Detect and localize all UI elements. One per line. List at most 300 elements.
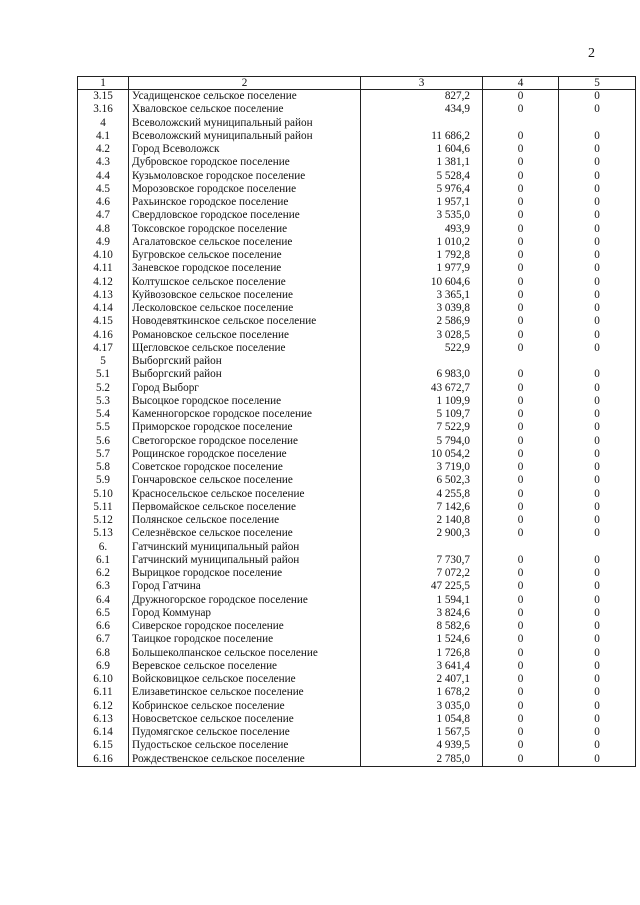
row-number: 5.11 bbox=[78, 501, 129, 514]
column-5-value: 0 bbox=[559, 647, 636, 660]
column-4-value: 0 bbox=[483, 726, 559, 739]
column-4-value: 0 bbox=[483, 90, 559, 104]
municipality-name: Морозовское городское поселение bbox=[129, 183, 361, 196]
column-4-value: 0 bbox=[483, 700, 559, 713]
municipality-name: Всеволожский муниципальный район bbox=[129, 117, 361, 130]
municipality-name: Гатчинский муниципальный район bbox=[129, 541, 361, 554]
municipality-name: Гатчинский муниципальный район bbox=[129, 554, 361, 567]
column-5-value: 0 bbox=[559, 143, 636, 156]
row-number: 6.14 bbox=[78, 726, 129, 739]
table-row bbox=[78, 660, 636, 673]
row-number: 4.1 bbox=[78, 130, 129, 143]
row-number: 6.4 bbox=[78, 594, 129, 607]
amount-value: 6 502,3 bbox=[361, 474, 483, 487]
table-row bbox=[78, 90, 636, 104]
amount-value bbox=[361, 541, 483, 554]
table-row bbox=[78, 117, 636, 130]
column-5-value: 0 bbox=[559, 103, 636, 116]
column-5-value: 0 bbox=[559, 620, 636, 633]
row-number: 4.6 bbox=[78, 196, 129, 209]
column-4-value: 0 bbox=[483, 514, 559, 527]
row-number: 4 bbox=[78, 117, 129, 130]
amount-value: 7 072,2 bbox=[361, 567, 483, 580]
amount-value: 11 686,2 bbox=[361, 130, 483, 143]
municipality-name: Заневское городское поселение bbox=[129, 262, 361, 275]
amount-value: 1 054,8 bbox=[361, 713, 483, 726]
amount-value: 10 054,2 bbox=[361, 448, 483, 461]
column-5-value: 0 bbox=[559, 739, 636, 752]
column-5-value: 0 bbox=[559, 673, 636, 686]
column-4-value: 0 bbox=[483, 753, 559, 767]
column-4-value: 0 bbox=[483, 236, 559, 249]
column-5-value: 0 bbox=[559, 249, 636, 262]
column-5-value: 0 bbox=[559, 170, 636, 183]
table-row bbox=[78, 302, 636, 315]
amount-value: 2 586,9 bbox=[361, 315, 483, 328]
amount-value: 1 567,5 bbox=[361, 726, 483, 739]
row-number: 6.10 bbox=[78, 673, 129, 686]
column-5-value: 0 bbox=[559, 329, 636, 342]
row-number: 5.8 bbox=[78, 461, 129, 474]
table-row bbox=[78, 315, 636, 328]
row-number: 6.1 bbox=[78, 554, 129, 567]
column-4-value: 0 bbox=[483, 673, 559, 686]
municipality-name: Красносельское сельское поселение bbox=[129, 488, 361, 501]
table-row bbox=[78, 249, 636, 262]
row-number: 6.6 bbox=[78, 620, 129, 633]
column-header: 5 bbox=[559, 77, 636, 90]
table-row bbox=[78, 633, 636, 646]
row-number: 5.13 bbox=[78, 527, 129, 540]
table-row bbox=[78, 209, 636, 222]
table-row bbox=[78, 196, 636, 209]
municipality-name: Вырицкое городское поселение bbox=[129, 567, 361, 580]
column-5-value: 0 bbox=[559, 554, 636, 567]
column-4-value: 0 bbox=[483, 408, 559, 421]
amount-value: 1 604,6 bbox=[361, 143, 483, 156]
municipality-name: Высоцкое городское поселение bbox=[129, 395, 361, 408]
amount-value: 2 407,1 bbox=[361, 673, 483, 686]
column-5-value: 0 bbox=[559, 488, 636, 501]
municipality-name: Пудостьское сельское поселение bbox=[129, 739, 361, 752]
column-4-value: 0 bbox=[483, 302, 559, 315]
column-5-value: 0 bbox=[559, 474, 636, 487]
amount-value: 3 535,0 bbox=[361, 209, 483, 222]
municipality-name: Город Выборг bbox=[129, 382, 361, 395]
amount-value: 8 582,6 bbox=[361, 620, 483, 633]
column-4-value bbox=[483, 355, 559, 368]
table-row bbox=[78, 448, 636, 461]
column-5-value: 0 bbox=[559, 660, 636, 673]
column-5-value: 0 bbox=[559, 448, 636, 461]
table-row bbox=[78, 236, 636, 249]
municipality-name: Елизаветинское сельское поселение bbox=[129, 686, 361, 699]
column-4-value: 0 bbox=[483, 329, 559, 342]
column-header: 2 bbox=[129, 77, 361, 90]
row-number: 4.16 bbox=[78, 329, 129, 342]
municipality-name: Войсковицкое сельское поселение bbox=[129, 673, 361, 686]
table-row bbox=[78, 607, 636, 620]
municipality-name: Таицкое городское поселение bbox=[129, 633, 361, 646]
column-5-value: 0 bbox=[559, 580, 636, 593]
column-4-value: 0 bbox=[483, 633, 559, 646]
table-row bbox=[78, 686, 636, 699]
row-number: 5.4 bbox=[78, 408, 129, 421]
table-row bbox=[78, 554, 636, 567]
column-4-value: 0 bbox=[483, 103, 559, 116]
row-number: 5.10 bbox=[78, 488, 129, 501]
column-5-value: 0 bbox=[559, 262, 636, 275]
column-5-value: 0 bbox=[559, 700, 636, 713]
municipality-name: Кобринское сельское поселение bbox=[129, 700, 361, 713]
municipality-name: Первомайское сельское поселение bbox=[129, 501, 361, 514]
table-row bbox=[78, 488, 636, 501]
amount-value: 2 900,3 bbox=[361, 527, 483, 540]
amount-value: 2 785,0 bbox=[361, 753, 483, 767]
column-4-value: 0 bbox=[483, 660, 559, 673]
row-number: 3.15 bbox=[78, 90, 129, 104]
row-number: 6.9 bbox=[78, 660, 129, 673]
municipality-name: Веревское сельское поселение bbox=[129, 660, 361, 673]
municipality-name: Дубровское городское поселение bbox=[129, 156, 361, 169]
amount-value: 47 225,5 bbox=[361, 580, 483, 593]
column-5-value: 0 bbox=[559, 276, 636, 289]
municipality-name: Выборгский район bbox=[129, 355, 361, 368]
amount-value: 3 824,6 bbox=[361, 607, 483, 620]
row-number: 4.2 bbox=[78, 143, 129, 156]
column-5-value: 0 bbox=[559, 408, 636, 421]
table-row bbox=[78, 170, 636, 183]
column-5-value: 0 bbox=[559, 713, 636, 726]
table-row bbox=[78, 368, 636, 381]
amount-value: 493,9 bbox=[361, 223, 483, 236]
table-row bbox=[78, 382, 636, 395]
amount-value: 1 109,9 bbox=[361, 395, 483, 408]
table-row bbox=[78, 355, 636, 368]
municipality-name: Новосветское сельское поселение bbox=[129, 713, 361, 726]
table-row bbox=[78, 620, 636, 633]
amount-value bbox=[361, 355, 483, 368]
column-5-value: 0 bbox=[559, 435, 636, 448]
table-row bbox=[78, 156, 636, 169]
municipality-name: Выборгский район bbox=[129, 368, 361, 381]
municipality-name: Усадищенское сельское поселение bbox=[129, 90, 361, 104]
table-row bbox=[78, 527, 636, 540]
column-4-value: 0 bbox=[483, 474, 559, 487]
column-4-value: 0 bbox=[483, 620, 559, 633]
table-row bbox=[78, 739, 636, 752]
row-number: 5.3 bbox=[78, 395, 129, 408]
column-4-value: 0 bbox=[483, 686, 559, 699]
column-header: 3 bbox=[361, 77, 483, 90]
column-4-value: 0 bbox=[483, 554, 559, 567]
amount-value: 43 672,7 bbox=[361, 382, 483, 395]
row-number: 4.15 bbox=[78, 315, 129, 328]
column-5-value: 0 bbox=[559, 223, 636, 236]
municipality-name: Сиверское городское поселение bbox=[129, 620, 361, 633]
table-row bbox=[78, 474, 636, 487]
row-number: 5 bbox=[78, 355, 129, 368]
column-4-value: 0 bbox=[483, 527, 559, 540]
municipality-name: Свердловское городское поселение bbox=[129, 209, 361, 222]
amount-value: 6 983,0 bbox=[361, 368, 483, 381]
table-row bbox=[78, 514, 636, 527]
amount-value: 3 365,1 bbox=[361, 289, 483, 302]
column-5-value: 0 bbox=[559, 686, 636, 699]
table-row bbox=[78, 289, 636, 302]
table-row bbox=[78, 183, 636, 196]
column-5-value: 0 bbox=[559, 130, 636, 143]
amount-value: 3 039,8 bbox=[361, 302, 483, 315]
municipality-name: Полянское сельское поселение bbox=[129, 514, 361, 527]
column-4-value: 0 bbox=[483, 435, 559, 448]
table-row bbox=[78, 421, 636, 434]
row-number: 6.3 bbox=[78, 580, 129, 593]
amount-value: 5 976,4 bbox=[361, 183, 483, 196]
amount-value: 7 522,9 bbox=[361, 421, 483, 434]
row-number: 6.7 bbox=[78, 633, 129, 646]
column-4-value: 0 bbox=[483, 170, 559, 183]
table-row bbox=[78, 580, 636, 593]
table-row bbox=[78, 395, 636, 408]
row-number: 4.17 bbox=[78, 342, 129, 355]
column-4-value: 0 bbox=[483, 580, 559, 593]
table-row bbox=[78, 461, 636, 474]
row-number: 4.14 bbox=[78, 302, 129, 315]
table-row bbox=[78, 594, 636, 607]
table-row bbox=[78, 501, 636, 514]
row-number: 5.9 bbox=[78, 474, 129, 487]
row-number: 6.8 bbox=[78, 647, 129, 660]
column-4-value: 0 bbox=[483, 395, 559, 408]
column-4-value: 0 bbox=[483, 501, 559, 514]
amount-value: 5 794,0 bbox=[361, 435, 483, 448]
table-row bbox=[78, 647, 636, 660]
page-number: 2 bbox=[588, 46, 595, 61]
row-number: 4.8 bbox=[78, 223, 129, 236]
row-number: 5.1 bbox=[78, 368, 129, 381]
municipality-name: Гончаровское сельское поселение bbox=[129, 474, 361, 487]
municipality-name: Бугровское сельское поселение bbox=[129, 249, 361, 262]
municipality-name: Рощинское городское поселение bbox=[129, 448, 361, 461]
amount-value: 1 381,1 bbox=[361, 156, 483, 169]
column-5-value bbox=[559, 355, 636, 368]
row-number: 4.3 bbox=[78, 156, 129, 169]
amount-value: 3 719,0 bbox=[361, 461, 483, 474]
amount-value: 4 939,5 bbox=[361, 739, 483, 752]
municipality-name: Приморское городское поселение bbox=[129, 421, 361, 434]
table-row bbox=[78, 753, 636, 767]
amount-value: 522,9 bbox=[361, 342, 483, 355]
column-5-value: 0 bbox=[559, 501, 636, 514]
column-4-value: 0 bbox=[483, 143, 559, 156]
row-number: 4.11 bbox=[78, 262, 129, 275]
amount-value: 1 010,2 bbox=[361, 236, 483, 249]
municipality-name: Город Коммунар bbox=[129, 607, 361, 620]
row-number: 6.5 bbox=[78, 607, 129, 620]
column-4-value: 0 bbox=[483, 594, 559, 607]
row-number: 5.12 bbox=[78, 514, 129, 527]
amount-value: 1 957,1 bbox=[361, 196, 483, 209]
table-row bbox=[78, 700, 636, 713]
amount-value: 7 730,7 bbox=[361, 554, 483, 567]
municipality-name: Хваловское сельское поселение bbox=[129, 103, 361, 116]
municipality-name: Город Всеволожск bbox=[129, 143, 361, 156]
municipality-name: Светогорское городское поселение bbox=[129, 435, 361, 448]
column-4-value: 0 bbox=[483, 488, 559, 501]
column-5-value bbox=[559, 541, 636, 554]
row-number: 4.9 bbox=[78, 236, 129, 249]
row-number: 5.7 bbox=[78, 448, 129, 461]
table-row bbox=[78, 713, 636, 726]
column-4-value: 0 bbox=[483, 249, 559, 262]
column-5-value: 0 bbox=[559, 368, 636, 381]
municipality-name: Селезнёвское сельское поселение bbox=[129, 527, 361, 540]
table-row bbox=[78, 726, 636, 739]
table-row bbox=[78, 435, 636, 448]
amount-value: 434,9 bbox=[361, 103, 483, 116]
row-number: 6.13 bbox=[78, 713, 129, 726]
amount-value: 1 678,2 bbox=[361, 686, 483, 699]
amount-value: 3 035,0 bbox=[361, 700, 483, 713]
amount-value: 4 255,8 bbox=[361, 488, 483, 501]
amount-value: 3 028,5 bbox=[361, 329, 483, 342]
municipality-name: Новодевяткинское сельское поселение bbox=[129, 315, 361, 328]
column-5-value: 0 bbox=[559, 209, 636, 222]
row-number: 6.16 bbox=[78, 753, 129, 767]
municipality-name: Город Гатчина bbox=[129, 580, 361, 593]
column-5-value: 0 bbox=[559, 156, 636, 169]
municipality-name: Большеколпанское сельское поселение bbox=[129, 647, 361, 660]
column-header: 4 bbox=[483, 77, 559, 90]
municipality-name: Токсовское городское поселение bbox=[129, 223, 361, 236]
municipality-name: Дружногорское городское поселение bbox=[129, 594, 361, 607]
table-row bbox=[78, 673, 636, 686]
column-5-value: 0 bbox=[559, 567, 636, 580]
column-4-value bbox=[483, 541, 559, 554]
column-4-value bbox=[483, 117, 559, 130]
row-number: 4.13 bbox=[78, 289, 129, 302]
column-5-value: 0 bbox=[559, 395, 636, 408]
row-number: 3.16 bbox=[78, 103, 129, 116]
column-4-value: 0 bbox=[483, 368, 559, 381]
column-4-value: 0 bbox=[483, 262, 559, 275]
column-5-value: 0 bbox=[559, 236, 636, 249]
column-header: 1 bbox=[78, 77, 129, 90]
column-5-value: 0 bbox=[559, 183, 636, 196]
amount-value: 1 594,1 bbox=[361, 594, 483, 607]
table-row bbox=[78, 541, 636, 554]
row-number: 4.7 bbox=[78, 209, 129, 222]
column-4-value: 0 bbox=[483, 342, 559, 355]
amount-value: 5 528,4 bbox=[361, 170, 483, 183]
budget-table bbox=[77, 76, 636, 767]
column-4-value: 0 bbox=[483, 276, 559, 289]
municipality-name: Куйвозовское сельское поселение bbox=[129, 289, 361, 302]
row-number: 6.11 bbox=[78, 686, 129, 699]
row-number: 4.5 bbox=[78, 183, 129, 196]
column-4-value: 0 bbox=[483, 382, 559, 395]
row-number: 4.4 bbox=[78, 170, 129, 183]
column-4-value: 0 bbox=[483, 156, 559, 169]
column-5-value: 0 bbox=[559, 594, 636, 607]
municipality-name: Колтушское сельское поселение bbox=[129, 276, 361, 289]
municipality-name: Рождественское сельское поселение bbox=[129, 753, 361, 767]
table-row bbox=[78, 329, 636, 342]
column-4-value: 0 bbox=[483, 421, 559, 434]
column-5-value: 0 bbox=[559, 421, 636, 434]
column-5-value: 0 bbox=[559, 633, 636, 646]
column-5-value: 0 bbox=[559, 90, 636, 104]
column-4-value: 0 bbox=[483, 607, 559, 620]
column-5-value: 0 bbox=[559, 461, 636, 474]
column-5-value: 0 bbox=[559, 289, 636, 302]
column-5-value: 0 bbox=[559, 514, 636, 527]
municipality-name: Каменногорское городское поселение bbox=[129, 408, 361, 421]
row-number: 4.12 bbox=[78, 276, 129, 289]
column-4-value: 0 bbox=[483, 209, 559, 222]
amount-value: 827,2 bbox=[361, 90, 483, 104]
municipality-name: Рахьинское городское поселение bbox=[129, 196, 361, 209]
amount-value bbox=[361, 117, 483, 130]
column-4-value: 0 bbox=[483, 713, 559, 726]
amount-value: 7 142,6 bbox=[361, 501, 483, 514]
column-4-value: 0 bbox=[483, 183, 559, 196]
table-row bbox=[78, 130, 636, 143]
column-4-value: 0 bbox=[483, 130, 559, 143]
municipality-name: Кузьмоловское городское поселение bbox=[129, 170, 361, 183]
municipality-name: Лесколовское сельское поселение bbox=[129, 302, 361, 315]
municipality-name: Агалатовское сельское поселение bbox=[129, 236, 361, 249]
amount-value: 3 641,4 bbox=[361, 660, 483, 673]
column-4-value: 0 bbox=[483, 196, 559, 209]
table-row bbox=[78, 223, 636, 236]
column-5-value: 0 bbox=[559, 607, 636, 620]
row-number: 5.5 bbox=[78, 421, 129, 434]
municipality-name: Советское городское поселение bbox=[129, 461, 361, 474]
municipality-name: Всеволожский муниципальный район bbox=[129, 130, 361, 143]
row-number: 6.15 bbox=[78, 739, 129, 752]
column-4-value: 0 bbox=[483, 315, 559, 328]
municipality-name: Романовское сельское поселение bbox=[129, 329, 361, 342]
column-4-value: 0 bbox=[483, 739, 559, 752]
amount-value: 1 977,9 bbox=[361, 262, 483, 275]
row-number: 5.6 bbox=[78, 435, 129, 448]
column-4-value: 0 bbox=[483, 223, 559, 236]
column-4-value: 0 bbox=[483, 448, 559, 461]
column-5-value: 0 bbox=[559, 382, 636, 395]
table-header-row bbox=[78, 77, 636, 90]
table-row bbox=[78, 408, 636, 421]
column-5-value: 0 bbox=[559, 527, 636, 540]
row-number: 4.10 bbox=[78, 249, 129, 262]
column-5-value: 0 bbox=[559, 302, 636, 315]
row-number: 6. bbox=[78, 541, 129, 554]
table-row bbox=[78, 262, 636, 275]
column-5-value: 0 bbox=[559, 753, 636, 767]
table-row bbox=[78, 143, 636, 156]
column-5-value: 0 bbox=[559, 196, 636, 209]
table-row bbox=[78, 103, 636, 116]
column-4-value: 0 bbox=[483, 289, 559, 302]
column-5-value: 0 bbox=[559, 342, 636, 355]
table-row bbox=[78, 567, 636, 580]
municipality-name: Щегловское сельское поселение bbox=[129, 342, 361, 355]
column-4-value: 0 bbox=[483, 567, 559, 580]
amount-value: 1 792,8 bbox=[361, 249, 483, 262]
table-row bbox=[78, 276, 636, 289]
row-number: 6.2 bbox=[78, 567, 129, 580]
